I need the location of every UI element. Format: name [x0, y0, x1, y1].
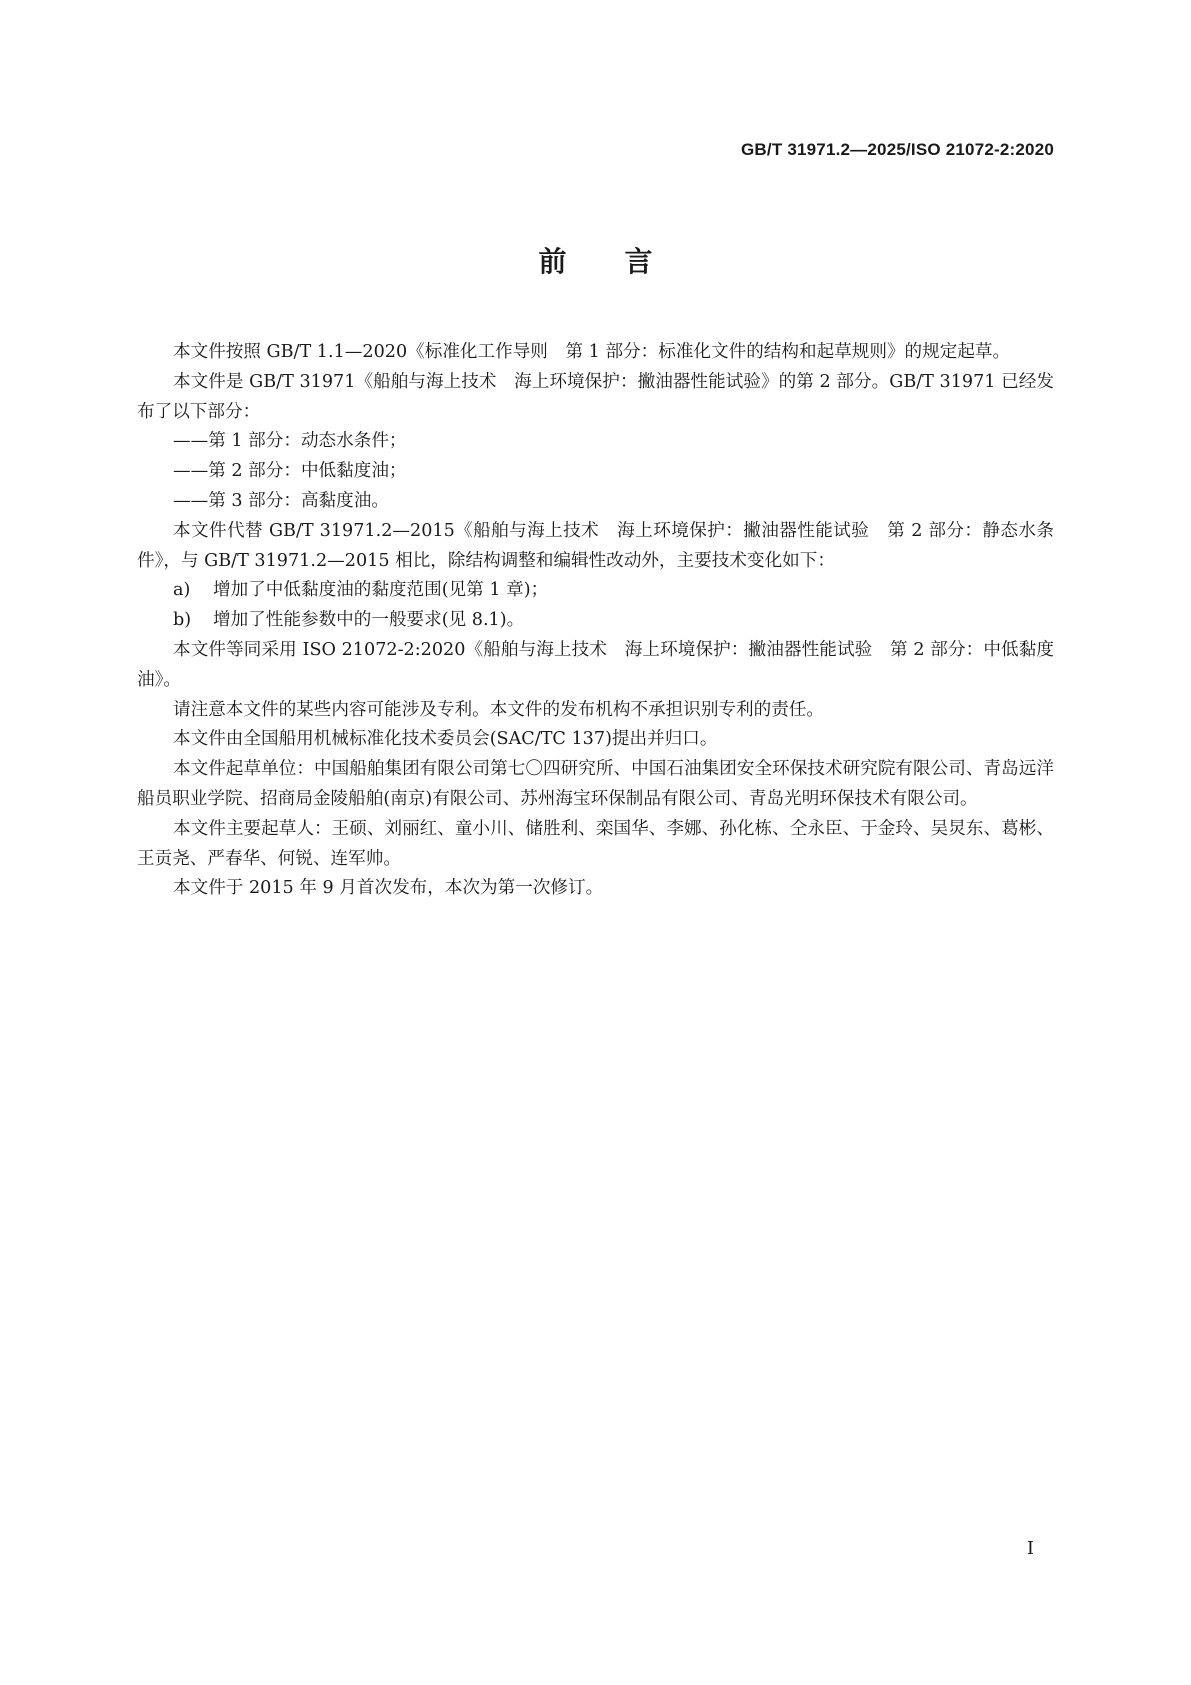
list-item-part-2: ——第 2 部分：中低黏度油；	[173, 461, 407, 482]
title-char-1: 前	[538, 245, 567, 278]
paragraph-drafters: 本文件主要起草人：王硕、刘丽红、童小川、储胜利、栾国华、李娜、孙化栋、仝永臣、于金玲、吴炅东、葛彬、王贡尧、严春华、何锐、连军帅。	[137, 818, 1054, 869]
item-text-b: 增加了性能参数中的一般要求(见 8.1)。	[213, 610, 525, 631]
page-title	[0, 240, 1191, 280]
page-number: I	[1026, 1538, 1034, 1559]
paragraph-part-info: 本文件是 GB/T 31971《船舶与海上技术 海上环境保护：撇油器性能试验》的第 2 部分。GB/T 31971 已经发布了以下部分：	[137, 371, 1054, 422]
item-marker-a: a)	[173, 580, 191, 601]
list-item-part-3: ——第 3 部分：高黏度油。	[173, 490, 389, 511]
list-item-change-b	[137, 606, 1054, 636]
paragraph-committee: 本文件由全国船用机械标准化技术委员会(SAC/TC 137)提出并归口。	[173, 729, 718, 750]
foreword-body	[137, 338, 1054, 904]
list-item-part-1: ——第 1 部分：动态水条件；	[173, 431, 407, 452]
paragraph-drafting-rules: 本文件按照 GB/T 1.1—2020《标准化工作导则 第 1 部分：标准化文件的结构和起草规则》的规定起草。	[173, 342, 1011, 362]
document-code: GB/T 31971.2—2025/ISO 21072-2:2020	[741, 140, 1054, 159]
paragraph-patent-notice: 请注意本文件的某些内容可能涉及专利。本文件的发布机构不承担识别专利的责任。	[173, 699, 824, 720]
paragraph-iso-adoption: 本文件等同采用 ISO 21072-2:2020《船舶与海上技术 海上环境保护：撇油器性能试验 第 2 部分：中低黏度油》。	[137, 639, 1054, 690]
paragraph-drafting-units: 本文件起草单位：中国船舶集团有限公司第七〇四研究所、中国石油集团安全环保技术研究院有限公司、青岛远洋船员职业学院、招商局金陵船舶(南京)有限公司、苏州海宝环保制品有限公司、青岛光明环保技术有限公司。	[137, 759, 1054, 809]
item-text-a: 增加了中低黏度油的黏度范围(见第 1 章)；	[213, 580, 549, 601]
title-char-2: 言	[624, 245, 653, 278]
paragraph-publication-history: 本文件于 2015 年 9 月首次发布，本次为第一次修订。	[173, 878, 604, 899]
paragraph-replacement: 本文件代替 GB/T 31971.2—2015《船舶与海上技术 海上环境保护：撇油器性能试验 第 2 部分：静态水条件》，与 GB/T 31971.2—2015 相比，除结构调整和编辑性改动外，主要技术变化如下：	[137, 520, 1054, 571]
list-item-change-a	[137, 576, 1054, 606]
item-marker-b: b)	[173, 610, 192, 631]
